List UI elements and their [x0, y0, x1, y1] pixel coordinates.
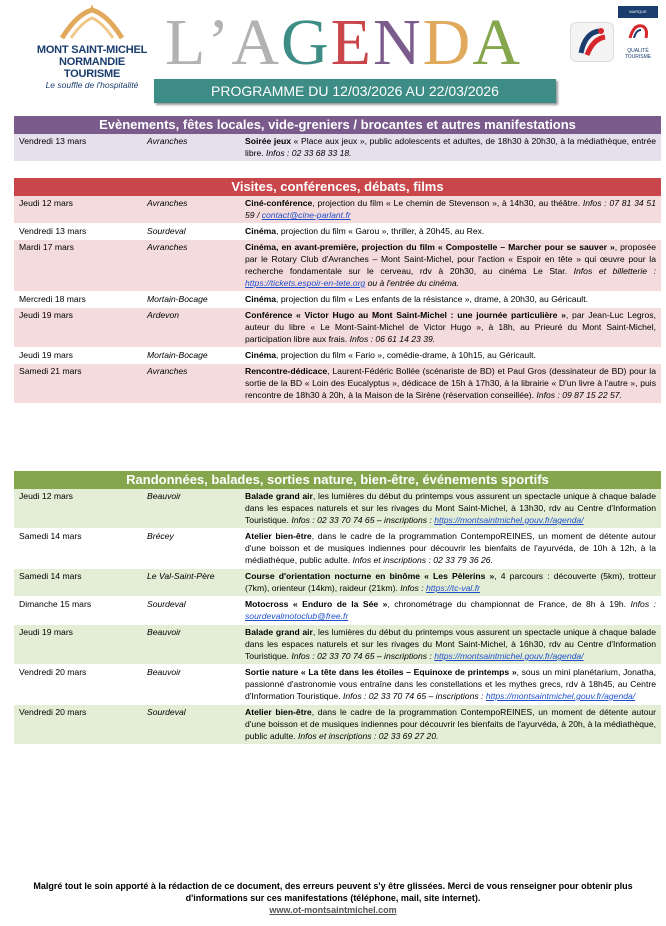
title-letter: L — [165, 6, 208, 79]
event-info: Infos : — [630, 599, 656, 609]
event-info-tail: ou à l'entrée du cinéma. — [365, 278, 460, 288]
event-info: Infos : 07 81 34 51 59 / — [245, 198, 656, 220]
footer — [20, 880, 646, 916]
brand-logo[interactable] — [32, 4, 152, 90]
event-text: , projection du film « Les enfants de la résistance », drame, à 20h30, au Géricault. — [276, 294, 588, 304]
event-place: Ardevon — [142, 308, 240, 348]
event-date: Jeudi 19 mars — [14, 348, 142, 364]
event-link[interactable]: contact@cine-parlant.fr — [261, 210, 351, 220]
title-letter: E — [330, 6, 373, 79]
event-row — [14, 665, 661, 705]
event-row — [14, 224, 661, 240]
event-description — [240, 569, 661, 597]
event-description — [240, 224, 661, 240]
event-title: Sortie nature « La tête dans les étoiles – Equinoxe de printemps » — [245, 667, 517, 677]
title-letter: N — [372, 6, 423, 79]
qualite-tourisme-icon — [571, 23, 615, 63]
disclaimer: Malgré tout le soin apporté à la rédaction de ce document, des erreurs peuvent s'y être glissées. Merci de vous renseigner pour obtenir plus d'informations sur ces manifestations (téléphone, mail, site internet). — [33, 881, 633, 903]
event-description — [240, 196, 661, 224]
event-title: Balade grand air — [245, 491, 313, 501]
event-info: Infos et billetterie : — [573, 266, 656, 276]
event-description — [240, 705, 661, 745]
event-info: Infos et inscriptions : 02 33 79 36 26. — [352, 555, 493, 565]
event-text: , les lumières du début du printemps vous assurent un spectacle unique à chaque balade dans les espaces naturels et sur les rivages du Mont Saint-Michel, à 16h30, rdv au Centre d'Information Touristique. — [245, 627, 656, 661]
event-row — [14, 529, 661, 569]
event-row — [14, 597, 661, 625]
event-date: Vendredi 20 mars — [14, 705, 142, 745]
event-row — [14, 489, 661, 529]
event-description — [240, 364, 661, 404]
event-row — [14, 569, 661, 597]
event-date: Samedi 14 mars — [14, 529, 142, 569]
event-place: Beauvoir — [142, 665, 240, 705]
event-description — [240, 308, 661, 348]
event-row — [14, 292, 661, 308]
event-place: Mortain-Bocage — [142, 348, 240, 364]
event-date: Dimanche 15 mars — [14, 597, 142, 625]
event-description — [240, 529, 661, 569]
event-link[interactable]: sourdevalmotoclub@free.fr — [245, 611, 349, 621]
logo-line1: MONT SAINT-MICHEL — [36, 44, 148, 56]
header — [0, 0, 666, 110]
program-banner: PROGRAMME DU 12/03/2026 AU 22/03/2026 — [154, 79, 556, 103]
section-randonnees — [14, 471, 661, 745]
event-place: Avranches — [142, 196, 240, 224]
event-date: Jeudi 19 mars — [14, 625, 142, 665]
event-text: , dans le cadre de la programmation ContempoREINES, un moment de détente autour d'une boisson et de musiques indiennes pour découvrir les bienfaits de l'ayurvéda, de 10h à 12h, à la médiathèque, public adulte. — [245, 531, 656, 565]
mont-saint-michel-logo-icon — [57, 4, 127, 44]
event-link[interactable]: https://montsaintmichel.gouv.fr/agenda/ — [485, 691, 636, 701]
title-letter: ’ — [207, 6, 232, 79]
event-text: , projection du film « Le chemin de Stevenson », à 14h30, au théâtre. — [312, 198, 583, 208]
event-place: Avranches — [142, 240, 240, 292]
title-letter: A — [231, 6, 281, 79]
event-title: Cinéma — [245, 294, 277, 304]
event-title: Conférence « Victor Hugo au Mont Saint-Michel : une journée particulière » — [245, 310, 566, 320]
event-info: Infos : 02 33 70 74 65 – inscriptions : — [291, 651, 435, 661]
event-text: « Place aux jeux », public adolescents et adultes, de 18h30 à 20h30, à la médiathèque, entrée libre. — [245, 136, 657, 158]
event-row — [14, 364, 661, 404]
event-info: Infos : — [400, 583, 427, 593]
event-text: , projection du film « Fario », comédie-drame, à 10h15, au Géricault. — [276, 350, 536, 360]
event-description — [240, 597, 661, 625]
agenda-title — [165, 6, 560, 80]
event-place: Sourdeval — [142, 705, 240, 745]
event-text: , dans le cadre de la programmation ContempoREINES, un moment de détente autour d'une boisson et de musiques indiennes pour découvrir les bienfaits de l'ayurvéda, à 20h, à la médiathèque, public adulte. — [245, 707, 656, 741]
event-text: , chronométrage du championnat de France, de 8h à 19h. — [387, 599, 631, 609]
event-description — [240, 292, 661, 308]
event-title: Atelier bien-être — [245, 531, 312, 541]
event-description — [240, 665, 661, 705]
event-title: Cinéma — [245, 350, 277, 360]
event-text: , proposée par le Rotary Club d'Avranches – Mont Saint-Michel, pour l'action « Espoir en tête » qui œuvre pour la recherche fondamentale sur le cerveau, rdv à 20h30, au cinéma Le Star. — [245, 242, 656, 276]
event-place: Beauvoir — [142, 489, 240, 529]
event-date: Mercredi 18 mars — [14, 292, 142, 308]
events-table — [14, 196, 661, 404]
event-date: Jeudi 19 mars — [14, 308, 142, 348]
event-date: Samedi 21 mars — [14, 364, 142, 404]
event-place: Le Val-Saint-Père — [142, 569, 240, 597]
event-row — [14, 196, 661, 224]
logo-tagline: Le souffle de l'hospitalité — [45, 80, 139, 90]
event-link[interactable]: https://tc-val.fr — [426, 583, 480, 593]
section-title: Randonnées, balades, sorties nature, bien-être, événements sportifs — [14, 471, 661, 489]
section-evenements — [14, 116, 661, 162]
title-letter: D — [422, 6, 473, 79]
section-title: Visites, conférences, débats, films — [14, 178, 661, 196]
event-description — [240, 625, 661, 665]
marianne-icon — [618, 20, 658, 42]
event-title: Rencontre-dédicace — [245, 366, 328, 376]
event-row — [14, 308, 661, 348]
event-text: , sous un mini planétarium, Jonatha, passionné d'astronomie vous entraîne dans les constellations et les mythes grecs, rdv à 18h45, au Centre d'Information Touristique. — [245, 667, 656, 701]
event-title: Motocross « Enduro de la Sée » — [245, 599, 388, 609]
event-text: , Laurent-Fédéric Bollée (scénariste de BD) et Paul Gros (dessinateur de BD) pour la sortie de la BD « Loin des Eucalyptus », dédicace de 15h à 17h30, à la librairie « D'un livre à l'autre », puis rencontre de 18h30 à 20h, à la Maison de la Sirène (réservation conseillée). — [245, 366, 656, 400]
event-info: Infos : 02 33 70 74 65 – inscriptions : — [342, 691, 486, 701]
event-row — [14, 134, 661, 162]
marque-badge — [618, 6, 658, 68]
event-text: , par Jean-Luc Legros, auteur du libre « Le Mont-Saint-Michel de Victor Hugo », à 18h, au Prieuré du Mont Saint-Michel, participation libre aux frais. — [245, 310, 656, 344]
events-table — [14, 489, 661, 745]
event-link[interactable]: https://montsaintmichel.gouv.fr/agenda/ — [434, 651, 584, 661]
event-link[interactable]: https://tickets.espoir-en-tete.org — [245, 278, 366, 288]
event-description — [240, 134, 661, 162]
event-place: Avranches — [142, 134, 240, 162]
event-row — [14, 240, 661, 292]
logo-line2: NORMANDIE TOURISME — [58, 56, 126, 80]
event-info: Infos et inscriptions : 02 33 69 27 20. — [298, 731, 439, 741]
event-date: Samedi 14 mars — [14, 569, 142, 597]
event-text: , les lumières du début du printemps vous assurent un spectacle unique à chaque balade dans les espaces naturels et sur les rivages du Mont Saint-Michel, à 13h30, rdv au Centre d'Information Touristique. — [245, 491, 656, 525]
event-date: Mardi 17 mars — [14, 240, 142, 292]
title-letter: G — [280, 6, 331, 79]
event-text: , projection du film « Garou », thriller, à 20h45, au Rex. — [276, 226, 485, 236]
marque-text: QUALITÉ TOURISME — [624, 48, 652, 60]
event-title: Cinéma — [245, 226, 277, 236]
event-title: Atelier bien-être — [245, 707, 312, 717]
qualite-badge — [570, 22, 614, 62]
event-text: , 4 parcours : découverte (5km), trotteur (7km), orienteur (14km), raideur (21km). — [245, 571, 657, 593]
event-date: Jeudi 12 mars — [14, 489, 142, 529]
event-place: Sourdeval — [142, 597, 240, 625]
section-visites — [14, 178, 661, 404]
event-title: Soirée jeux — [245, 136, 292, 146]
event-place: Beauvoir — [142, 625, 240, 665]
section-title: Evènements, fêtes locales, vide-greniers / brocantes et autres manifestations — [14, 116, 661, 134]
event-title: Course d'orientation nocturne en binôme « Les Pèlerins » — [245, 571, 495, 581]
event-info: Infos : 02 33 70 74 65 – inscriptions : — [291, 515, 435, 525]
event-row — [14, 348, 661, 364]
event-title: Ciné-conférence — [245, 198, 313, 208]
website-link[interactable]: www.ot-montsaintmichel.com — [269, 905, 397, 915]
event-info: Infos : 09 87 15 22 57. — [536, 390, 622, 400]
marque-label: MARQUE — [618, 6, 658, 18]
event-description — [240, 240, 661, 292]
event-description — [240, 348, 661, 364]
event-description — [240, 489, 661, 529]
event-title: Cinéma, en avant-première, projection du film « Compostelle – Marcher pour se sauver » — [245, 242, 615, 252]
events-table — [14, 134, 661, 162]
event-row — [14, 705, 661, 745]
event-date: Vendredi 13 mars — [14, 134, 142, 162]
event-info: Infos : 02 33 68 33 18. — [266, 148, 352, 158]
event-date: Jeudi 12 mars — [14, 196, 142, 224]
event-place: Mortain-Bocage — [142, 292, 240, 308]
event-title: Balade grand air — [245, 627, 313, 637]
title-letter: A — [472, 6, 522, 79]
event-info: Infos : 06 61 14 23 39. — [349, 334, 436, 344]
event-link[interactable]: https://montsaintmichel.gouv.fr/agenda/ — [434, 515, 584, 525]
event-place: Brécey — [142, 529, 240, 569]
event-date: Vendredi 20 mars — [14, 665, 142, 705]
event-place: Sourdeval — [142, 224, 240, 240]
event-place: Avranches — [142, 364, 240, 404]
event-date: Vendredi 13 mars — [14, 224, 142, 240]
event-row — [14, 625, 661, 665]
